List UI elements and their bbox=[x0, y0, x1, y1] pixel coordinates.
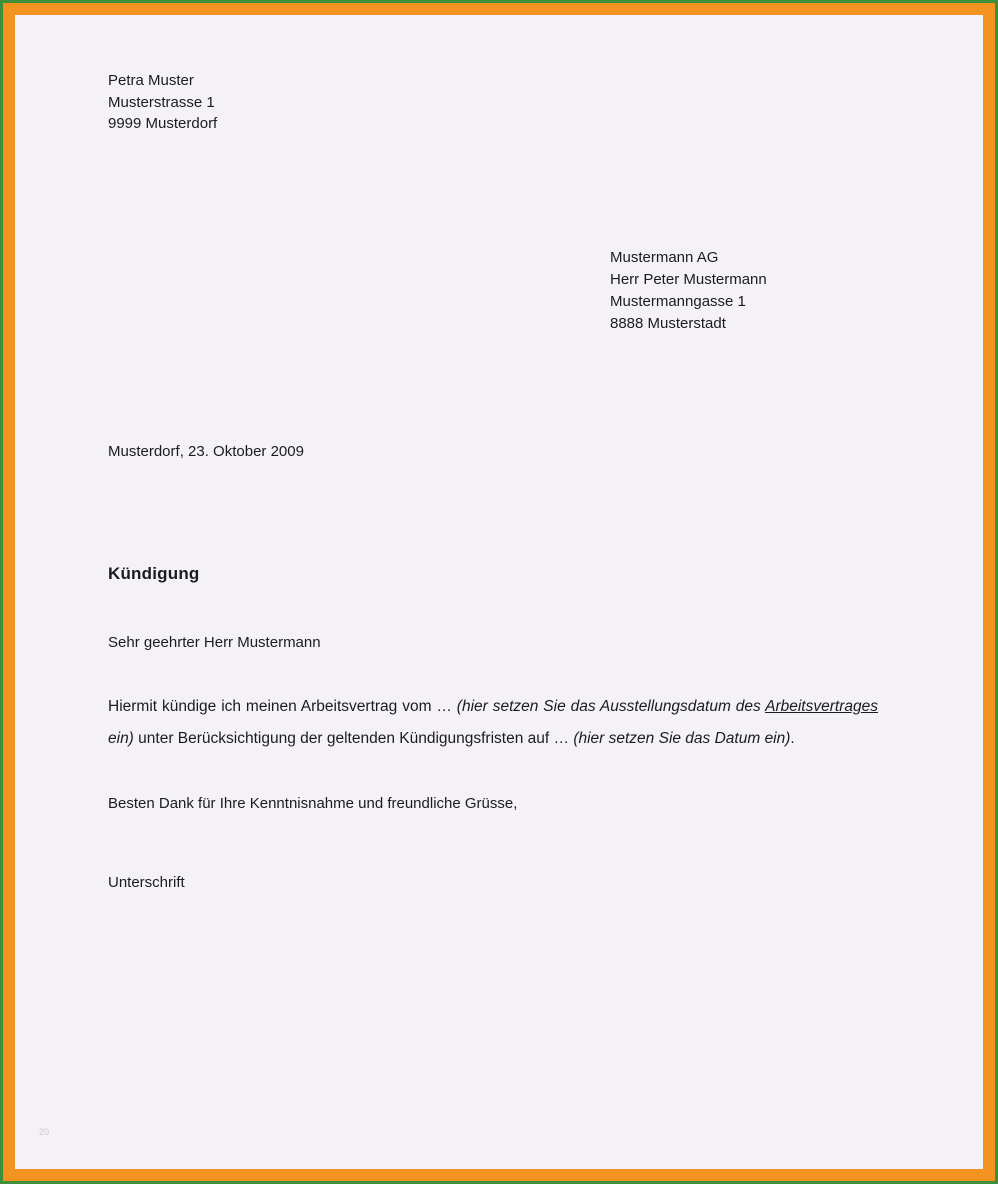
body-paragraph bbox=[108, 691, 878, 755]
body-segment-3-underlined: Arbeitsvertrages bbox=[765, 697, 878, 715]
recipient-company: Mustermann AG bbox=[610, 248, 719, 266]
recipient-block bbox=[610, 247, 878, 335]
body-segment-6-placeholder: (hier setzen Sie das Datum ein) bbox=[573, 729, 791, 747]
body-segment-1: Hiermit kündige ich meinen Arbeitsvertrag vom … bbox=[108, 697, 457, 715]
recipient-city: 8888 Musterstadt bbox=[610, 314, 726, 332]
body-segment-7: . bbox=[790, 729, 795, 747]
subject-heading: Kündigung bbox=[108, 563, 200, 583]
signature-label: Unterschrift bbox=[108, 873, 185, 891]
sender-city: 9999 Musterdorf bbox=[108, 115, 218, 132]
sender-street: Musterstrasse 1 bbox=[108, 93, 215, 111]
body-segment-4-placeholder: ein) bbox=[108, 729, 134, 747]
recipient-name: Herr Peter Mustermann bbox=[610, 270, 767, 288]
closing-line: Besten Dank für Ihre Kenntnisnahme und freundliche Grüsse, bbox=[108, 794, 518, 812]
date-line: Musterdorf, 23. Oktober 2009 bbox=[108, 442, 304, 460]
body-segment-2-placeholder: (hier setzen Sie das Ausstellungsdatum des bbox=[456, 697, 766, 715]
body-segment-5: unter Berücksichtigung der geltenden Kündigungsfristen auf … bbox=[133, 729, 574, 747]
letter-paper bbox=[15, 15, 983, 1169]
sender-name: Petra Muster bbox=[108, 72, 194, 89]
corner-watermark: 20 bbox=[39, 1127, 50, 1137]
salutation: Sehr geehrter Herr Mustermann bbox=[108, 633, 321, 651]
sender-block bbox=[108, 70, 878, 135]
recipient-street: Mustermanngasse 1 bbox=[610, 292, 746, 310]
